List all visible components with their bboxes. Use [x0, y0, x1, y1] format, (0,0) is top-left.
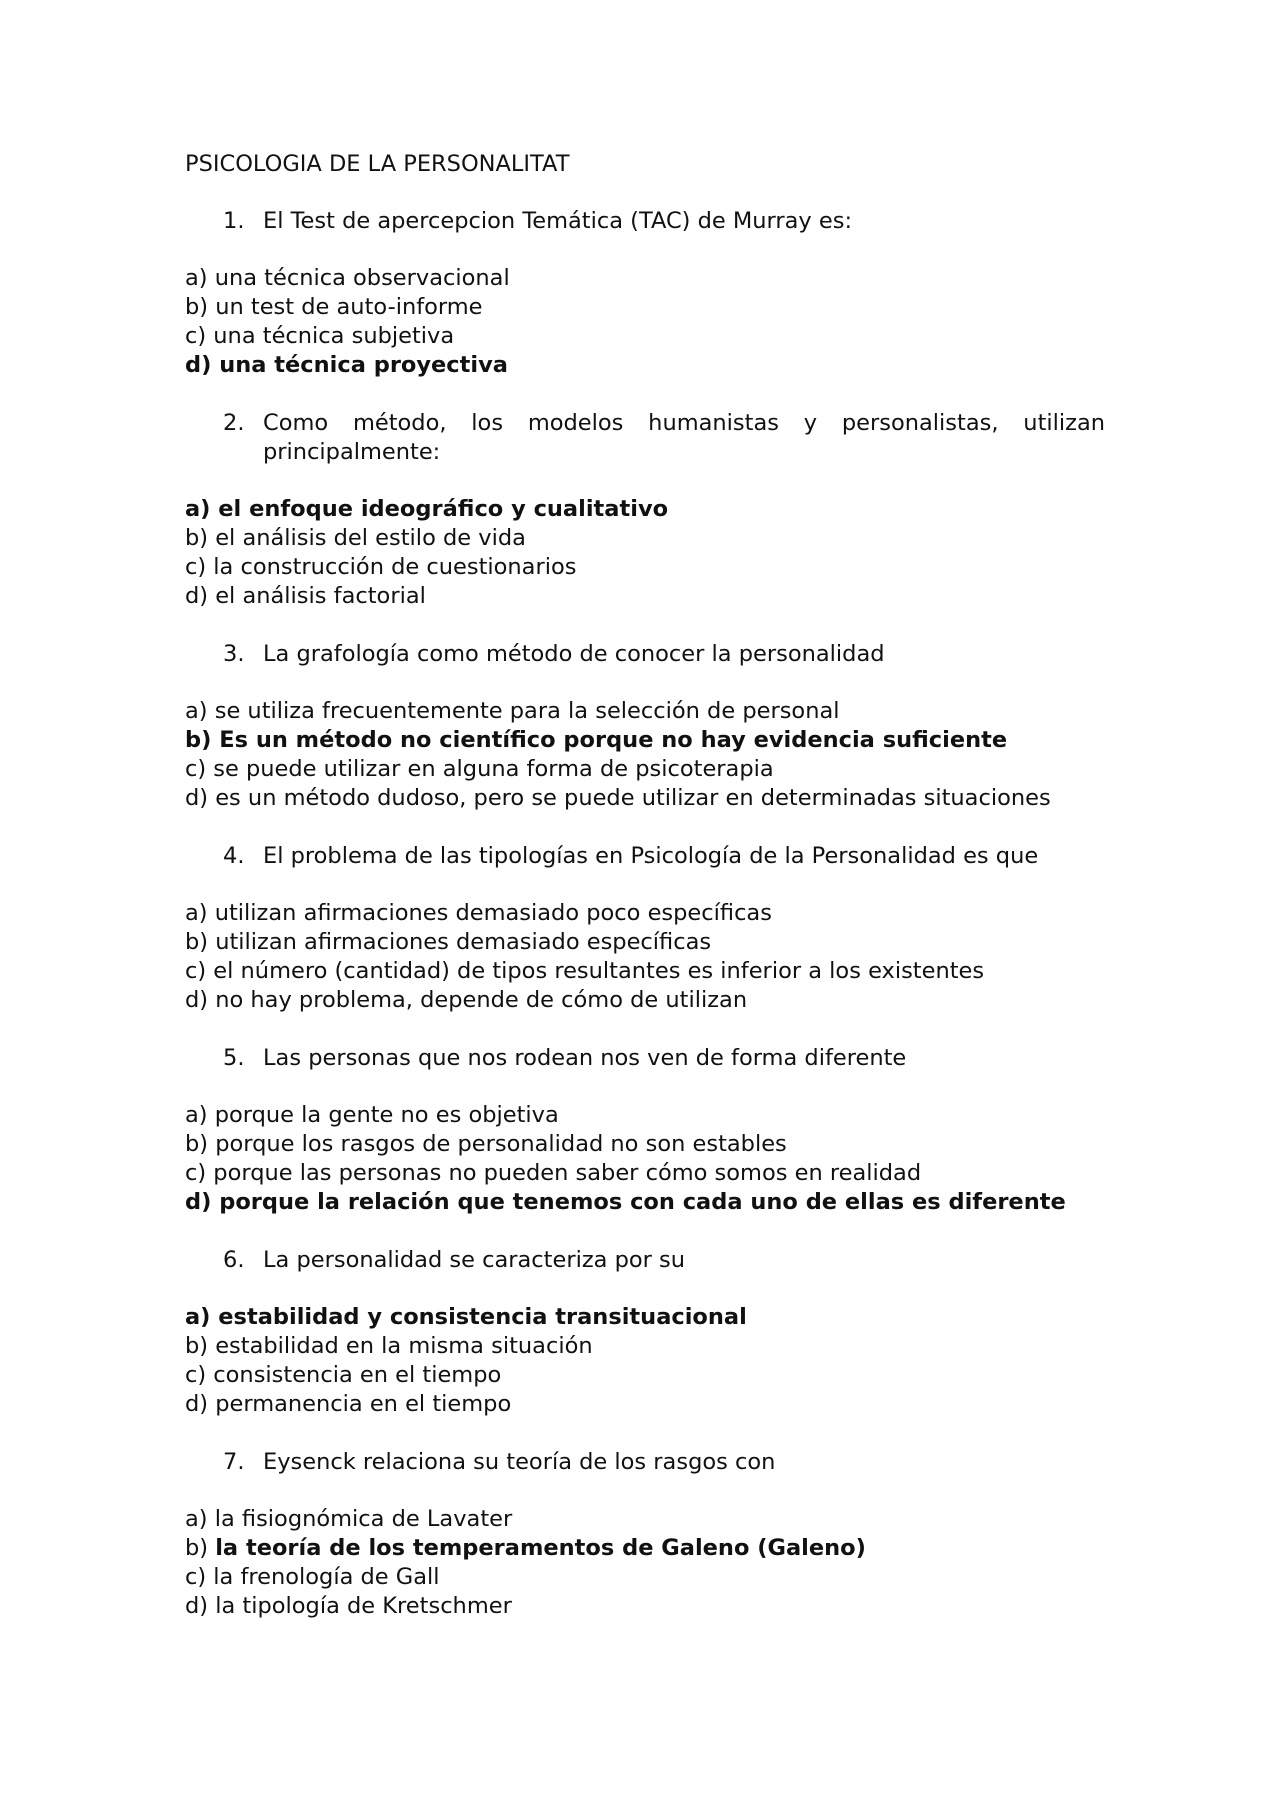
question-number: 5. — [223, 1045, 245, 1071]
question-3 — [185, 640, 1105, 669]
question-number: 3. — [223, 641, 245, 667]
option-c: c) consistencia en el tiempo — [185, 1362, 502, 1388]
question-5 — [185, 1044, 1105, 1073]
options-1 — [185, 264, 1105, 380]
option-a-correct: a) el enfoque ideográfico y cualitativo — [185, 496, 669, 522]
question-number: 2. — [223, 410, 245, 436]
option-c: c) la construcción de cuestionarios — [185, 554, 577, 580]
option-b: b) el análisis del estilo de vida — [185, 525, 526, 551]
option-c: c) una técnica subjetiva — [185, 323, 455, 349]
option-b: b) un test de auto-informe — [185, 294, 483, 320]
option-d: d) el análisis factorial — [185, 583, 426, 609]
option-a: a) una técnica observacional — [185, 265, 510, 291]
option-prefix: b) — [185, 1535, 216, 1561]
question-text: Eysenck relaciona su teoría de los rasgos con — [263, 1449, 776, 1475]
option-d-correct: d) una técnica proyectiva — [185, 352, 508, 378]
option-b: b) porque los rasgos de personalidad no son estables — [185, 1131, 787, 1157]
option-c: c) porque las personas no pueden saber cómo somos en realidad — [185, 1160, 922, 1186]
option-b: b) estabilidad en la misma situación — [185, 1333, 593, 1359]
question-number: 6. — [223, 1247, 245, 1273]
option-c: c) el número (cantidad) de tipos resultantes es inferior a los existentes — [185, 958, 985, 984]
question-text: Como método, los modelos humanistas y personalistas, utilizan principalmente: — [263, 410, 1105, 465]
option-a: a) utilizan afirmaciones demasiado poco específicas — [185, 900, 772, 926]
question-text: La grafología como método de conocer la personalidad — [263, 641, 885, 667]
options-5 — [185, 1101, 1105, 1217]
option-text: la teoría de los temperamentos de Galeno (Galeno) — [215, 1535, 866, 1561]
option-a-correct: a) estabilidad y consistencia transituacional — [185, 1304, 747, 1330]
options-4 — [185, 899, 1105, 1015]
question-4 — [185, 842, 1105, 871]
options-3 — [185, 697, 1105, 813]
option-d: d) la tipología de Kretschmer — [185, 1593, 512, 1619]
document-title: PSICOLOGIA DE LA PERSONALITAT — [185, 151, 570, 177]
options-7 — [185, 1505, 1105, 1621]
question-number: 4. — [223, 843, 245, 869]
option-b-correct: b) Es un método no científico porque no hay evidencia suficiente — [185, 727, 1008, 753]
question-text: El problema de las tipologías en Psicología de la Personalidad es que — [263, 843, 1039, 869]
option-d: d) es un método dudoso, pero se puede utilizar en determinadas situaciones — [185, 785, 1051, 811]
options-2 — [185, 495, 1105, 611]
option-a: a) la fisiognómica de Lavater — [185, 1506, 513, 1532]
question-2 — [185, 409, 1105, 467]
option-d: d) no hay problema, depende de cómo de utilizan — [185, 987, 748, 1013]
option-a: a) porque la gente no es objetiva — [185, 1102, 559, 1128]
question-text: Las personas que nos rodean nos ven de forma diferente — [263, 1045, 907, 1071]
question-7 — [185, 1448, 1105, 1477]
question-1 — [185, 207, 1105, 236]
options-6 — [185, 1303, 1105, 1419]
question-6 — [185, 1246, 1105, 1275]
option-a: a) se utiliza frecuentemente para la selección de personal — [185, 698, 840, 724]
document-page — [185, 150, 1105, 1650]
option-b: b) utilizan afirmaciones demasiado específicas — [185, 929, 712, 955]
question-number: 7. — [223, 1449, 245, 1475]
question-number: 1. — [223, 208, 245, 234]
option-c: c) la frenología de Gall — [185, 1564, 440, 1590]
option-c: c) se puede utilizar en alguna forma de psicoterapia — [185, 756, 774, 782]
option-d-correct: d) porque la relación que tenemos con cada uno de ellas es diferente — [185, 1189, 1066, 1215]
option-b-correct — [185, 1534, 1105, 1563]
option-d: d) permanencia en el tiempo — [185, 1391, 512, 1417]
question-text: La personalidad se caracteriza por su — [263, 1247, 686, 1273]
question-text: El Test de apercepcion Temática (TAC) de Murray es: — [263, 208, 853, 234]
